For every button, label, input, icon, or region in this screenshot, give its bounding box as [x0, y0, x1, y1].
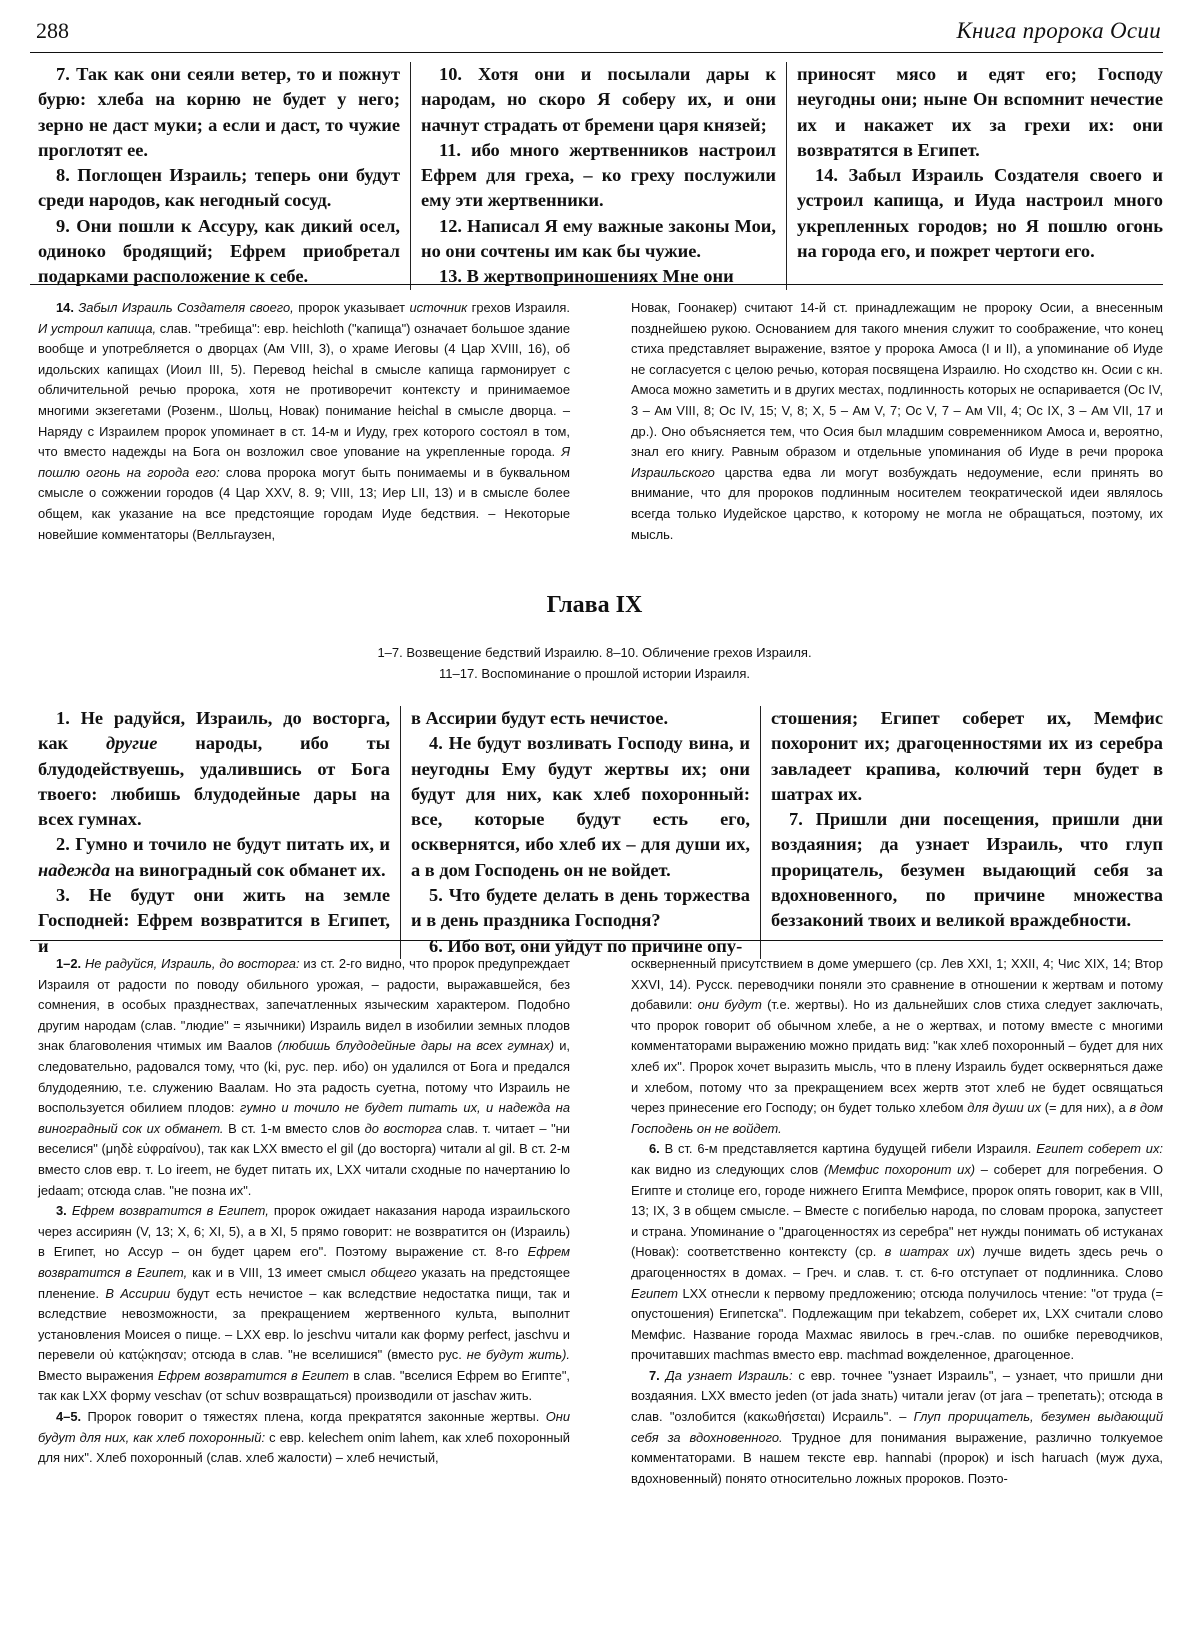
verse-8: 8. Поглощен Израиль; теперь они будут среди народов, как негодный сосуд. — [38, 165, 400, 211]
chapter-summary — [0, 642, 1189, 684]
commentary-paragraph: 6. В ст. 6-м представляется картина будущей гибели Израиля. Египет соберет их: как видно из следующих слов (Мемфис похоронит их) – соберет для погребения. О Египте и столице его, городе нижнего Египта Мемфисе, пророк опять говорит, как в VIII, 13; IX, 3 в общем смысле. – Вместе с погибелью народа, по словам пророка, запустеет и страна. Упоминание о "драгоценностях из серебра" нет нужды понимать об истуканах (Новак): соответственно контексту (ср. в шатрах их) лучше видеть здесь речь о драгоценностях в домах. – Греч. и слав. т. ст. 6-го отступает от подлинника. Слово Египет LXX отнесли к первому предложению; отсюда получилось чтение: "от труда (= опустошения) Египетска". Подлежащим при tekabzem, соберет их, LXX считали слово Мемфис. Название города Махмас явилось в греч.-слав. по ошибке переводчиков, прочитавших machmas вместо евр. machmad вожделенное, драгоценное. — [631, 1141, 1163, 1363]
verse-9: 9. Они пошли к Ассуру, как дикий осел, одиноко бродящий; Ефрем приобретал подарками расположение к себе. — [38, 215, 400, 287]
top-verses — [38, 62, 1163, 290]
verse-12: 12. Написал Я ему важные законы Мои, но они сочтены им как бы чужие. — [421, 215, 776, 262]
commentary-left-column — [38, 954, 570, 1489]
commentary-paragraph: 3. Ефрем возвратится в Египет, пророк ожидает наказания народа израильского через ассириян (V, 13; X, 6; XI, 5), а в XI, 5 прямо говорит: не возвратится он (Израиль) в Египет, но Ассур – он будет царем его". Поэтому выражение ст. 8-го Ефрем возвратится в Египет, как и в VIII, 13 имеет смысл общего указать на предстоящее пленение. В Ассирии будут есть нечистое – как вследствие недостатка пищи, так и вследствие невозможности, за прекращением жертвенного культа, выполнит установления Моисея о пище. – LXX евр. lo jeschvu читали как форму perfect, jaschvu и перевели οὐ κατῴκησαν; отсюда в слав. "не вселишися" (вместо рус. не будут жить). Вместо выражения Ефрем возвратится в Египет в слав. "вселися Ефрем во Египте", так как LXX форму veschav (от schuv возвращаться) производили от jaschav жить. — [38, 1203, 570, 1404]
section-rule — [30, 940, 1163, 941]
commentary-right-column — [631, 298, 1163, 545]
verse-6: 6. Ибо вот, они уйдут по причине опу- — [429, 935, 743, 956]
verse-column-1 — [38, 62, 410, 290]
verse-11: 11. ибо много жертвенников настроил Ефрем для греха, – ко греху послужили ему эти жертвенники. — [421, 139, 776, 211]
summary-line: 1–7. Возвещение бедствий Израилю. 8–10. Обличение грехов Израиля. — [377, 645, 812, 660]
summary-line: 11–17. Воспоминание о прошлой истории Израиля. — [438, 666, 750, 681]
commentary-right-column — [631, 954, 1163, 1489]
verse-13: 13. В жертвоприношениях Мне они — [439, 266, 734, 287]
commentary-section-2 — [38, 954, 1163, 1489]
commentary-paragraph: 14. Забыл Израиль Создателя своего, пророк указывает источник грехов Израиля. И устроил капища, слав. "требища": евр. heichloth ("капища") означает большое здание вообще и употребляется о дворцах (Ам VIII, 3), о храме Иеговы (4 Цар XVIII, 16), об идольских капищах (Иоил III, 5). Перевод heichal в смысле капища гармонирует с обличительной речью пророка, хотя не противоречит контексту и принимаемое многими экзегетами (Розенм., Шольц, Новак) понимание heichal в смысле дворца. – Наряду с Израилем пророк упоминает в ст. 14-м и Иуду, грех которого состоял в том, что вместо надежды на Бога он возложил свое упование на укрепленные города. Я пошлю огонь на города его: слова пророка могут быть понимаемы и в буквальном смысле о сожжении городов (4 Цар XXV, 8. 9; VIII, 13; Иер LII, 13) и в смысле более общем, как указание на все предстоящие городам Иуде бедствия. – Некоторые новейшие комментаторы (Велльгаузен, — [38, 300, 570, 542]
verse-2: 2. Гумно и точило не будут питать их, и надежда на виноградный сок обманет их. — [38, 834, 390, 880]
commentary-paragraph: 4–5. Пророк говорит о тяжестях плена, когда прекратятся законные жертвы. Они будут для них, как хлеб похоронный: с евр. kelechem onim lahem, как хлеб похоронный для них". Хлеб похоронный (слав. хлеб жалости) – хлеб нечистый, — [38, 1409, 570, 1466]
verse-column-3 — [760, 706, 1163, 959]
verse-14: 14. Забыл Израиль Создателя своего и устроил капища, и Иуда настроил много укрепленных городов; но Я пошлю огонь на города его, и пожрет чертоги его. — [797, 165, 1163, 262]
verse-7: 7. Так как они сеяли ветер, то и пожнут бурю: хлеба на корню не будет у него; зерно не даст муки; а если и даст, то чужие проглотят ее. — [38, 64, 400, 160]
page-number: 288 — [36, 18, 69, 43]
verse-5: 5. Что будете делать в день торжества и в день праздника Господня? — [411, 885, 750, 931]
verse-column-2 — [400, 706, 760, 959]
verse-4: 4. Не будут возливать Господу вина, и неугодны Ему будут жертвы их; они будут для них, как хлеб похоронный: все, которые будут есть его, осквернятся, ибо хлеб их – для души их, а в дом Господень он не войдет. — [411, 733, 750, 880]
verse-3-continued: в Ассирии будут есть нечистое. — [411, 708, 669, 728]
verse-13-continued: приносят мясо и едят его; Господу неугодны они; ныне Он вспомнит нечестие их и накажет их за грехи их: они возвратятся в Египет. — [797, 64, 1163, 160]
running-title: Книга пророка Осии — [956, 18, 1161, 43]
verse-3: 3. Не будут они жить на земле Господней: Ефрем возвратится в Египет, и — [38, 885, 390, 956]
commentary-section-1 — [38, 298, 1163, 545]
verse-column-1 — [38, 706, 400, 959]
commentary-paragraph: оскверненный присутствием в доме умершего (ср. Лев XXI, 1; XXII, 4; Чис XIX, 14; Втор XXVI, 14). Русск. переводчики поняли это сравнение в отношении к жертвам и потому добавили: они будут (т.е. жертвы). Но из дальнейших слов стиха следует заключать, что пророк говорит об обычном хлебе, а не о жертвах, и потому вместе с многими комментаторами выражению можно придать вид: "как хлеб похоронный – будет для них хлеб их". Пророк хочет выразить мысль, что в плену Израиль будет оскверняться даже и хлебом, потому что за прекращением всех жертв этот хлеб не будет освящаться через принесение его Господу; он будет только хлебом для души их (= для них), а в дом Господень он не войдет. — [631, 956, 1163, 1136]
commentary-paragraph: 7. Да узнает Израиль: с евр. точнее "узнает Израиль", – узнает, что пришли дни воздаяния. LXX вместо jeden (от jada знать) читали jerav (от jara – трепетать); отсюда в слав. "озлобится (κακωθήσεται) Исраиль". – Глуп прорицатель, безумен выдающий себя за вдохновенного. Трудное для понимания выражение, различно толкуемое комментаторами. В нашем тексте евр. hannabi (пророк) и isch haruach (муж духа, вдохновенный) понято относительно ложных пророков. Поэто- — [631, 1367, 1164, 1486]
section-rule — [30, 284, 1163, 285]
verse-1: 1. Не радуйся, Израиль, до восторга, как другие народы, ибо ты блудодействуешь, удалившись от Бога твоего: любишь блудодейные дары на всех гумнах. — [38, 708, 390, 830]
verse-7: 7. Пришли дни посещения, пришли дни воздаяния; да узнает Израиль, что глуп прорицатель, безумен выдающий себя за вдохновенного, по причине множества беззаконий твоих и великой враждебности. — [771, 809, 1163, 931]
verse-10: 10. Хотя они и посылали дары к народам, но скоро Я соберу их, и они начнут страдать от бремени царя князей; — [421, 64, 776, 135]
commentary-paragraph: Новак, Гоонакер) считают 14-й ст. принадлежащим не пророку Осии, а внесенным позднейшею рукою. Основанием для такого мнения служит то соображение, что конец стиха представляет выражение, взятое у пророка Амоса (I и II), а упоминание об Иуде не согласуется с целою речью, которая посвящена Израилю. Но сходство кн. Осии с кн. Амоса можно заметить и в других местах, подлинность которых не оспаривается (Ос IV, 3 – Ам VIII, 8; Ос IV, 15; V, 8; X, 5 – Ам V, 7; Ос V, 7 – Ам VII, 4; Ос IX, 3 – Ам VII, 17 и др.). Оно объясняется тем, что Осия был младшим современником Амоса и, вероятно, знал его книгу. Равным образом и отдельные упоминания об Иуде в речи пророка Израильского царства едва ли могут возбуждать недоумение, если принять во внимание, что для пророков подлинным носителем теократической идеи являлось всегда только Иудейское царство, к которому не могла не обращаться, поэтому, их мысль. — [631, 300, 1163, 542]
header-rule — [30, 52, 1163, 53]
verse-column-2 — [410, 62, 786, 290]
chapter-title: Глава IX — [546, 592, 643, 618]
verse-6-continued: стошения; Египет соберет их, Мемфис похоронит их; драгоценностями их из серебра завладеет крапива, колючий терн будет в шатрах их. — [771, 708, 1163, 804]
commentary-left-column — [38, 298, 570, 545]
commentary-paragraph: 1–2. Не радуйся, Израиль, до восторга: из ст. 2-го видно, что пророк предупреждает Израиля от радости по поводу обильного урожая, – радости, выражавшейся, без сомнения, в особых празднествах, запечатленных языческим характером. Подобно другим народам (слав. "людие" = язычники) Израиль видел в изобилии земных плодов знак благоволения чтимых им Ваалов (любишь блудодейные дары на всех гумнах) и, следовательно, радовался тому, что (ki, рус. пер. ибо) он удалился от Бога и предался блудодеянию, т.е. служению Ваалам. Но эта радость суетна, потому что Израиль не воспользуется обилием плодов: гумно и точило не будет питать их, и надежда на виноградный сок их обманет. В ст. 1-м вместо слов до восторга слав. т. читает – "ни веселися" (μηδὲ εὐφραίνου), так как LXX вместо el gil (до восторга) читали al gil. В ст. 2-м вместо слов евр. т. Lo ireem, не будет питать их, LXX читали сходные по начертанию lo jedaam; отсюда слав. "не позна их". — [38, 956, 571, 1198]
chapter-9-verses — [38, 706, 1163, 959]
verse-column-3 — [786, 62, 1163, 290]
